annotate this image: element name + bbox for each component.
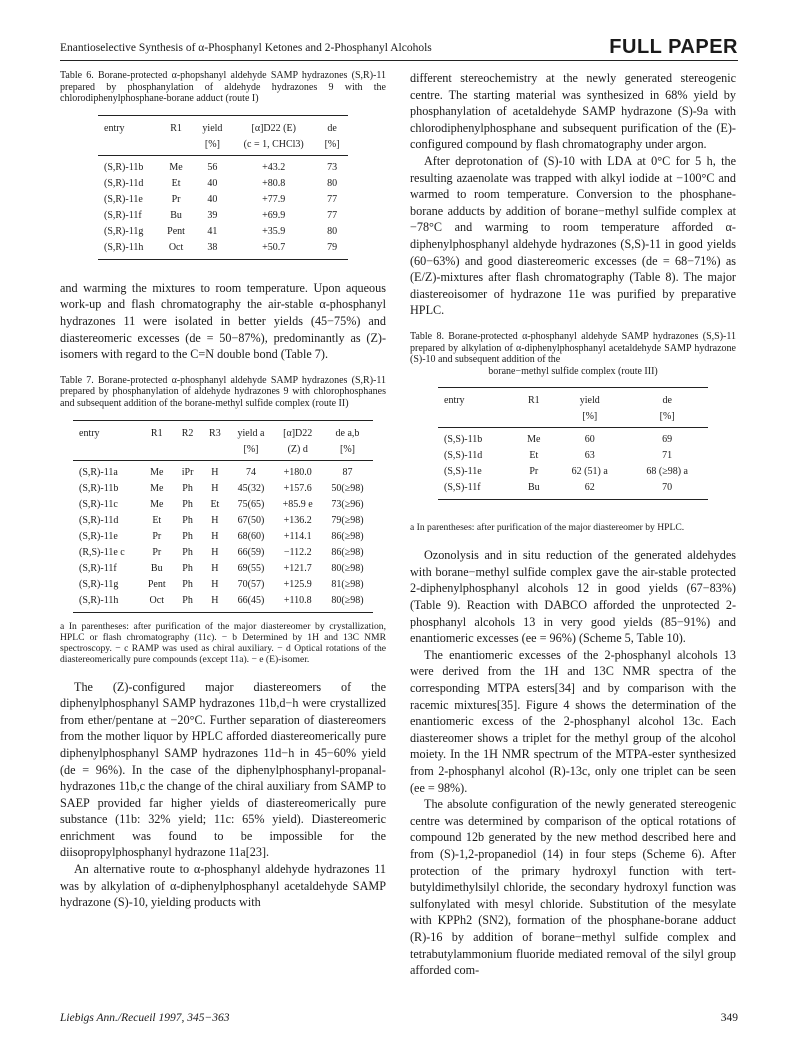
- table-row-cell: +121.7: [283, 562, 312, 574]
- table-units-row-cell: (c = 1, CHCl3): [231, 136, 316, 155]
- table-row: [73, 560, 373, 576]
- table-row-cell: 87: [342, 466, 353, 478]
- table-header-row-cell: yield a: [229, 420, 274, 441]
- table-units-row-cell: [174, 441, 201, 460]
- table-row-cell: iPr: [181, 466, 194, 478]
- table-row-cell: (S,R)-11d: [104, 177, 144, 189]
- table-header-row-cell: yield: [553, 388, 626, 409]
- table-header-row: [73, 420, 373, 441]
- table-row-cell: 86(≥98): [331, 530, 364, 542]
- table-row-cell: Ph: [174, 592, 201, 612]
- table-row-cell: Ph: [182, 546, 193, 558]
- table-units-row-cell: [98, 136, 159, 155]
- table-row: [438, 480, 708, 500]
- table-row-cell: (S,S)-11f: [438, 480, 515, 500]
- table-row: [438, 428, 708, 448]
- table-row-cell: 69(55): [237, 562, 265, 574]
- table-row-cell: 73(≥96): [331, 498, 364, 510]
- table-header-row-cell: yield: [194, 115, 232, 136]
- table-row-cell: Oct: [159, 239, 194, 259]
- table-row: [73, 460, 373, 480]
- table-row-cell: 79(≥98): [331, 514, 364, 526]
- table-header-row-cell: [α]D22: [273, 420, 322, 441]
- table-row-cell: +43.2: [262, 161, 286, 173]
- table-row-cell: Me: [150, 482, 164, 494]
- table-units-row-cell: [%]: [322, 441, 373, 460]
- table-row: [73, 544, 373, 560]
- table-row-cell: (S,R)-11h: [73, 592, 140, 612]
- table-row-cell: H: [211, 482, 219, 494]
- table-row-cell: +136.2: [283, 514, 312, 526]
- table-row-cell: 71: [662, 450, 673, 462]
- table-header-row-cell: R1: [140, 420, 174, 441]
- table-row-cell: (S,R)-11b: [79, 482, 119, 494]
- table-header-row-cell: entry: [73, 420, 140, 441]
- table-row: [98, 239, 348, 259]
- table6-caption: Table 6. Borane-protected α-phopshanyl aldehyde SAMP hydrazones (S,R)-11 prepared by phosphanylation of aldehyde hydrazones 9 with the chlorodiphenylphosphane-borane adduct (route I): [60, 70, 386, 105]
- table-row-cell: H: [211, 578, 219, 590]
- table-row-cell: 75(65): [237, 498, 265, 510]
- header-rule: [60, 60, 738, 61]
- right-paragraph-3: Ozonolysis and in situ reduction of the generated aldehydes with borane−methyl sulfide complex gave the air-stable protected 2-diphenylphosphanyl alcohols 12 in good yields (67−83%) (Table 9). Reaction with DABCO afforded the unprotected 2-phosphanyl alcohols 13 in very good yields (85−91%) and enantiomeric excesses (ee = 96%) (Scheme 5, Table 10).: [410, 548, 736, 646]
- table-units-row-cell: [%]: [626, 409, 708, 428]
- right-paragraph-4: The enantiomeric excesses of the 2-phosphanyl alcohols 13 were derived from the 1H and 13C NMR spectra of the corresponding MTPA esters[34] and by comparison with the racemic mixtures[35]. Figure 4 shows the determination of the enantiomeric excess of the 2-phosphanyl alcohol 13c. Each diastereomer shows a triplet for the methyl group of the alcohol moiety. In the 1H NMR spectrum of the MTPA-ester synthesized from 2-phosphanyl alcohol (R)-13c, only one triplet can be seen (ee = 98%).: [410, 647, 736, 795]
- table-row-cell: (S,R)-11f: [79, 562, 117, 574]
- table-row-cell: H: [211, 514, 219, 526]
- table-row-cell: +50.7: [231, 239, 316, 259]
- table-row-cell: 50(≥98): [331, 482, 364, 494]
- table-row-cell: +80.8: [262, 177, 286, 189]
- table-row-cell: +69.9: [262, 209, 286, 221]
- table8-footnote: a In parentheses: after purification of the major diastereomer by HPLC.: [410, 522, 685, 534]
- table-row-cell: +180.0: [283, 466, 312, 478]
- table-row-cell: 70: [626, 480, 708, 500]
- table-row-cell: Et: [152, 514, 162, 526]
- table-row: [73, 528, 373, 544]
- table-row-cell: +114.1: [283, 530, 312, 542]
- table-row-cell: (S,R)-11e: [104, 193, 143, 205]
- right-paragraph-1: different stereochemistry at the newly generated stereogenic centre. The starting material was synthesized in 68% yield by phosphanylation of acetaldehyde SAMP hydrazone (S)-9a with chlorodiphenylphosphane and subsequent purification of the (E)-configured compound by flash chromatography under argon.: [410, 71, 736, 152]
- table-row-cell: 80: [327, 177, 338, 189]
- table-header-row-cell: entry: [438, 388, 515, 409]
- table-row-cell: 69: [662, 434, 673, 446]
- table-row-cell: 40: [207, 193, 218, 205]
- table-row-cell: (S,R)-11f: [104, 209, 142, 221]
- table-row-cell: Et: [171, 177, 181, 189]
- table-header-row-cell: de a,b: [322, 420, 373, 441]
- table-row-cell: 62: [553, 480, 626, 500]
- table-row-cell: 81(≥98): [331, 578, 364, 590]
- table-row-cell: (S,R)-11c: [79, 498, 118, 510]
- table-header-row-cell: R2: [174, 420, 201, 441]
- table8-caption-tail: borane−methyl sulfide complex (route III): [488, 365, 658, 377]
- table7-footnote: a In parentheses: after purification of the major diastereomer by crystallization, HPLC or flash chromatography (11c). − b Determined by 1H and 13C NMR spectroscopy. − c RAMP was used as chiral auxiliary. − d Optical rotations of the diastereomerically pure compounds (except 11a). − e (E)-isomer.: [60, 620, 386, 665]
- page-number: 349: [720, 1012, 738, 1024]
- table-row: [98, 155, 348, 175]
- journal-citation: Liebigs Ann./Recueil 1997, 345−363: [60, 1012, 230, 1024]
- table-row-cell: +110.8: [273, 592, 322, 612]
- section-label: FULL PAPER: [609, 36, 738, 58]
- table-units-row-cell: [%]: [229, 441, 274, 460]
- table-row-cell: 77: [327, 209, 338, 221]
- table-row-cell: 86(≥98): [331, 546, 364, 558]
- table-row-cell: 80(≥98): [322, 592, 373, 612]
- table-units-row-cell: [515, 409, 554, 428]
- table-header-row-cell: R3: [201, 420, 228, 441]
- table-row-cell: Ph: [182, 578, 193, 590]
- table-row-cell: Pent: [147, 578, 166, 590]
- table-row: [73, 496, 373, 512]
- table-row-cell: 56: [207, 161, 218, 173]
- table-row: [98, 191, 348, 207]
- table-header-row-cell: de: [626, 388, 708, 409]
- table-row-cell: +125.9: [283, 578, 312, 590]
- table-row-cell: Ph: [182, 482, 193, 494]
- right-paragraph-2: After deprotonation of (S)-10 with LDA at 0°C for 5 h, the resulting azaenolate was trapped with alkyl iodide at −100°C and warmed to room temperature. Conversion to the phosphane-borane adducts by addition of borane−methyl sulfide complex at −78°C and warming to room temperature afforded α-diphenylphosphanyl aldehyde hydrazones (S,S)-11 in good yields (60−63%) and good diastereomeric excesses (de = 68−71%) as (E/Z)-mixtures after flash chromatography (Table 8). The major diastereoisomer of hydrazone 11e was purified by preparative HPLC.: [410, 153, 736, 318]
- table-row: [73, 592, 373, 612]
- table-row-cell: Ph: [182, 562, 193, 574]
- table-units-row: [73, 441, 373, 460]
- table-row-cell: Et: [210, 498, 220, 510]
- left-paragraph-2: The (Z)-configured major diastereomers of the diphenylphosphanyl SAMP hydrazones 11b,d−h were crystallized from ether/pentane at −20°C. Further separation of diastereomers from the mother liquor by HPLC afforded diastereomerically pure diphenylphosphanyl SAMP hydrazones 11d−h in 45−60% yield (de = 96%). In the case of the diphenylphosphanyl-propanal-hydrazones 11b,c the change of the chiral auxiliary from SAMP to SAEP provided far higher yields of diastereomerically pure substance (11b: 32% yield; 11c: 65% yield). Diastereomeric enrichment was found to be impossible for the diisopropylphosphanyl hydrazone 11a[23].: [60, 679, 386, 860]
- table-row-cell: Bu: [515, 480, 554, 500]
- table8-caption: [410, 331, 736, 377]
- table8-caption-main: Table 8. Borane-protected α-phosphanyl aldehyde SAMP hydrazones (S,S)-11 prepared by alkylation of α-diphenylphosphanyl acetaldehyde SAMP hydrazone (S)-10 and subsequent addition of the: [410, 330, 736, 366]
- table-row-cell: Me: [527, 434, 541, 446]
- table-row-cell: (S,S)-11e: [444, 466, 482, 478]
- table-header-row-cell: entry: [98, 115, 159, 136]
- table-row-cell: 77: [327, 193, 338, 205]
- table-row-cell: H: [201, 592, 228, 612]
- table-row-cell: Me: [150, 466, 164, 478]
- table-row-cell: (S,R)-11d: [79, 514, 119, 526]
- table7-caption: Table 7. Borane-protected α-phosphanyl aldehyde SAMP hydrazones (S,R)-11 prepared by phosphanylation of aldehyde hydrazones 9 with chlorophosphanes and subsequent addition of the borane-methyl sulfide complex (route II): [60, 374, 386, 409]
- table-row-cell: Et: [529, 450, 539, 462]
- table-row-cell: 38: [194, 239, 232, 259]
- right-paragraph-5: The absolute configuration of the newly generated stereogenic centre was determined by comparison of the optical rotations of compound 12b generated by the new method described here and from (S)-1,2-propanediol (14) in four steps (Scheme 6). After protection of the primary hydroxyl function with tert-butyldimethylsilyl chloride, the secondary hydroxyl function was sulfonylated with mesyl chloride. Substitution of the mesylate with KPPh2 (SN2), formation of the phosphane-borane adduct (R)-16 by addition of borane−methyl sulfide complex and tetrabutylammonium fluoride mediated removal of the silyl group afforded com-: [410, 797, 736, 978]
- table-row-cell: −112.2: [283, 546, 312, 558]
- table-row-cell: 67(50): [237, 514, 265, 526]
- table-units-row-cell: [%]: [553, 409, 626, 428]
- table-row-cell: Ph: [182, 514, 193, 526]
- table-row-cell: Me: [169, 161, 183, 173]
- table-row-cell: Bu: [150, 562, 163, 574]
- table-row-cell: Oct: [140, 592, 174, 612]
- left-paragraph-3: An alternative route to α-phosphanyl aldehyde hydrazones 11 was by alkylation of α-diphenylphosphanyl acetaldehyde SAMP hydrazone (S)-10, yielding products with: [60, 862, 386, 910]
- table-units-row-cell: [%]: [194, 136, 232, 155]
- table-header-row-cell: R1: [159, 115, 194, 136]
- table-row-cell: Pr: [171, 193, 181, 205]
- table-row-cell: 74: [245, 466, 256, 478]
- table-row: [73, 576, 373, 592]
- table-units-row-cell: [201, 441, 228, 460]
- table-row-cell: 63: [584, 450, 595, 462]
- table-row-cell: Ph: [182, 498, 193, 510]
- table-row-cell: 66(45): [229, 592, 274, 612]
- table-header-row-cell: de: [316, 115, 348, 136]
- table-row-cell: Bu: [170, 209, 182, 221]
- table-row-cell: (S,R)-11b: [104, 161, 144, 173]
- table-row-cell: (R,S)-11e c: [79, 546, 125, 558]
- table-units-row-cell: [140, 441, 174, 460]
- table-row-cell: 80(≥98): [331, 562, 364, 574]
- table-row-cell: 40: [207, 177, 218, 189]
- table-row-cell: 41: [207, 225, 218, 237]
- table7: [73, 420, 373, 613]
- table-row-cell: 73: [327, 161, 338, 173]
- table-row-cell: 62 (51) a: [571, 466, 608, 478]
- table-row-cell: 68(60): [237, 530, 265, 542]
- table-row-cell: (S,R)-11g: [104, 225, 144, 237]
- table-row-cell: (S,R)-11h: [98, 239, 159, 259]
- table-row-cell: 68 (≥98) a: [646, 466, 688, 478]
- table-row-cell: Pr: [529, 466, 539, 478]
- table-units-row-cell: [438, 409, 515, 428]
- table-row-cell: 80: [327, 225, 338, 237]
- table-row-cell: (S,S)-11b: [444, 434, 483, 446]
- table-row-cell: (S,R)-11g: [79, 578, 119, 590]
- table-row: [438, 448, 708, 464]
- left-column: [60, 70, 386, 911]
- table-row-cell: H: [211, 466, 219, 478]
- table-row: [438, 464, 708, 480]
- table-row-cell: H: [211, 562, 219, 574]
- table-row: [98, 223, 348, 239]
- table-units-row-cell: [%]: [316, 136, 348, 155]
- table-row-cell: (S,S)-11d: [444, 450, 483, 462]
- table-row-cell: Pr: [152, 546, 162, 558]
- table-header-row-cell: R1: [515, 388, 554, 409]
- table-row-cell: H: [211, 546, 219, 558]
- table-row-cell: Ph: [182, 530, 193, 542]
- table-units-row-cell: (Z) d: [273, 441, 322, 460]
- left-paragraph-1: and warming the mixtures to room temperature. Upon aqueous work-up and flash chromatography the air-stable α-phosphanyl hydrazones 11 were isolated in better yields (45−75%) and diastereomeric excesses (de = 50−87%), predominantly as (Z)-isomers with regard to the C=N double bond (Table 7).: [60, 280, 386, 362]
- table-row-cell: +85.9 e: [282, 498, 313, 510]
- table-row-cell: (S,R)-11a: [79, 466, 118, 478]
- table-units-row-cell: [159, 136, 194, 155]
- table-row-cell: (S,R)-11e: [79, 530, 118, 542]
- table-row: [73, 512, 373, 528]
- table-row-cell: H: [211, 530, 219, 542]
- table-row-cell: 60: [584, 434, 595, 446]
- table-units-row-cell: [73, 441, 140, 460]
- table-row-cell: 79: [316, 239, 348, 259]
- table-row: [98, 207, 348, 223]
- table-row: [73, 480, 373, 496]
- table-row-cell: 45(32): [237, 482, 265, 494]
- table-row-cell: 39: [207, 209, 218, 221]
- running-title: Enantioselective Synthesis of α-Phosphanyl Ketones and 2-Phosphanyl Alcohols: [60, 42, 432, 54]
- table-row-cell: +157.6: [283, 482, 312, 494]
- table-row: [98, 175, 348, 191]
- table-row-cell: +77.9: [262, 193, 286, 205]
- table-row-cell: 66(59): [237, 546, 265, 558]
- table-row-cell: 70(57): [237, 578, 265, 590]
- table-row-cell: Me: [150, 498, 164, 510]
- table6: [98, 115, 348, 260]
- table-header-row: [438, 388, 708, 409]
- table-row-cell: Pent: [167, 225, 185, 237]
- table8: [438, 387, 708, 500]
- table-units-row: [438, 409, 708, 428]
- table-row-cell: Pr: [152, 530, 162, 542]
- table-header-row-cell: [α]D22 (E): [231, 115, 316, 136]
- table-row-cell: +35.9: [262, 225, 286, 237]
- table-units-row: [98, 136, 348, 155]
- table-header-row: [98, 115, 348, 136]
- right-column: [410, 70, 736, 979]
